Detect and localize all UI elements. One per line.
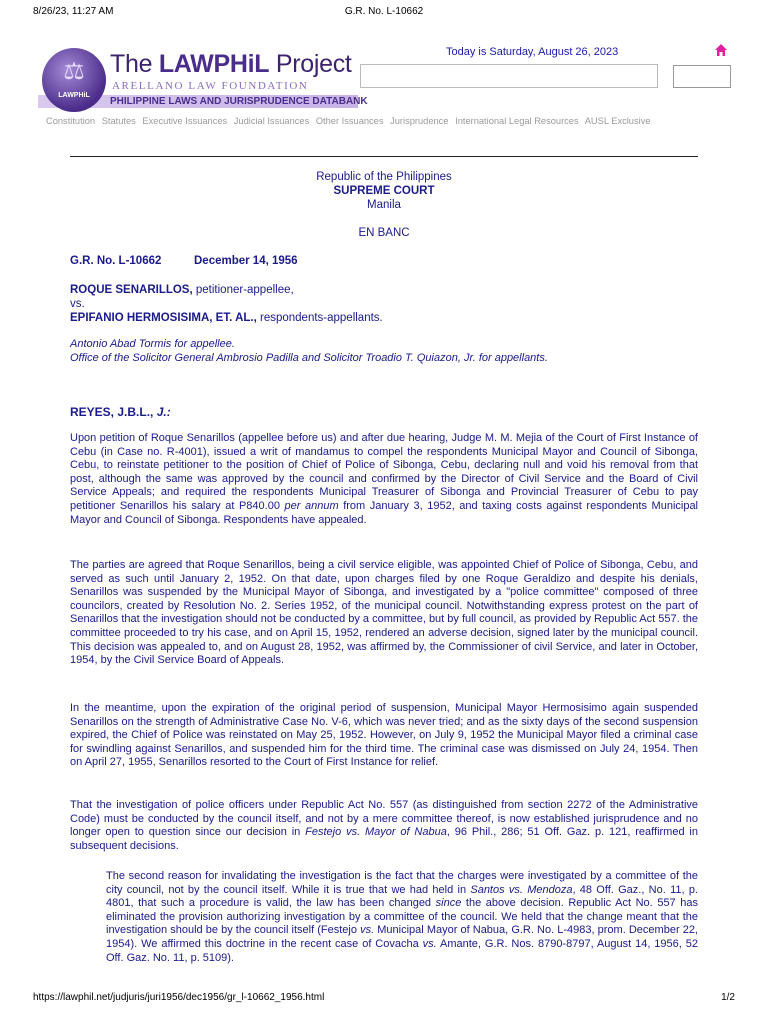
petitioner-name: ROQUE SENARILLOS, — [70, 284, 193, 296]
petitioner-role: petitioner-appellee, — [192, 284, 294, 296]
logo-emblem — [42, 48, 106, 112]
search-button[interactable] — [673, 65, 731, 88]
court-name: SUPREME COURT — [333, 185, 435, 197]
paragraph-1: Upon petition of Roque Senarillos (appellee before us) and after due hearing, Judge M. M. Mejia of the Court of First Instance of Cebu (in Case no. R-4001), issued a writ of mandamus to compel the respondents Municipal Mayor and Council of Sibonga, Cebu, to reinstate petitioner to the position of Chief of Police of Sibonga, Cebu, declaring null and void his removal from that post, although the same was approved by the council and confirmed by the Director of Civil Service and the Board of Civil Service Appeals; and required the respondents Municipal Treasurer of Sibonga and Provincial Treasurer of Cebu to pay petitioner Senarillos his salary at P840.00 per annum from January 3, 1952, and taxing costs against respondents Municipal Mayor and Council of Sibonga. Respondents have appealed. — [70, 432, 699, 526]
header-divider — [70, 156, 698, 157]
ponente: REYES, J.B.L., J.: — [70, 405, 171, 419]
nav-item-ausl[interactable]: AUSL Exclusive — [584, 116, 651, 126]
counsel-appellee: Antonio Abad Tormis for appellee. — [70, 338, 235, 350]
versus: vs. — [70, 298, 85, 310]
nav-item-executive-issuances[interactable]: Executive Issuances — [142, 116, 228, 126]
counsel-appellants: Office of the Solicitor General Ambrosio Padilla and Solicitor Troadio T. Quiazon, Jr. for appellants. — [70, 351, 548, 364]
scales-of-justice-icon: ⚖ — [63, 58, 85, 85]
print-page-number: 1/2 — [721, 992, 735, 1003]
paragraph-3: In the meantime, upon the expiration of the original period of suspension, Municipal Mayor Hermosisimo again suspended Senarillos on the strength of Administrative Case No. V-6, which was never tried; and as the sixty days of the second suspension expired, the Chief of Police was reinstated on May 25, 1952. However, on July 9, 1952 the Municipal Mayor filed a criminal case for swindling against Senarillos, and suspended him for the third time. The criminal case was dismissed on July 24, 1954. Then on April 27, 1955, Senarillos resorted to the Court of First Instance for relief. — [70, 702, 698, 769]
site-logo[interactable] — [38, 42, 368, 114]
nav-item-constitution[interactable]: Constitution — [46, 116, 96, 126]
print-datetime: 8/26/23, 11:27 AM — [33, 6, 114, 17]
respondent-name: EPIFANIO HERMOSISIMA, ET. AL., — [70, 312, 257, 324]
case-date: December 14, 1956 — [194, 255, 298, 267]
print-title: G.R. No. L-10662 — [344, 6, 424, 17]
case-parties — [70, 283, 383, 325]
court-division: EN BANC — [358, 227, 410, 239]
respondent-role: respondents-appellants. — [256, 312, 383, 324]
site-subtitle: ARELLANO LAW FOUNDATION — [112, 80, 309, 92]
counsel — [70, 338, 548, 365]
block-quote: The second reason for invalidating the investigation is the fact that the charges were investigated by a committee of the city council, not by the council itself. While it is true that we had held in Santos vs. Mendoza, 48 Off. Gaz., No. 11, p. 4801, that such a procedure is valid, the law has been changed since the above decision. Republic Act No. 557 has eliminated the provision authorizing investigation by a committee of the council. We held that the change meant that the investigation should be by the council itself (Festejo vs. Municipal Mayor of Nabua, G.R. No. L-4983, prom. December 22, 1954). We affirmed this doctrine in the recent case of Covacha vs. Amante, G.R. Nos. 8790-8797, August 14, 1956, 52 Off. Gaz. No. 11, p. 5109). — [106, 870, 698, 964]
gr-number: G.R. No. L-10662 — [70, 255, 162, 267]
site-title: The LAWPHiL Project — [110, 50, 352, 78]
nav-item-judicial-issuances[interactable]: Judicial Issuances — [233, 116, 310, 126]
nav-item-international[interactable]: International Legal Resources — [455, 116, 579, 126]
home-icon[interactable] — [714, 43, 728, 57]
nav-item-jurisprudence[interactable]: Jurisprudence — [390, 116, 449, 126]
case-number — [70, 255, 298, 267]
logo-emblem-text: LAWPHiL — [58, 92, 90, 99]
nav-item-other-issuances[interactable]: Other Issuances — [315, 116, 384, 126]
paragraph-2: The parties are agreed that Roque Senarillos, being a civil service eligible, was appointed Chief of Police of Sibonga, Cebu, and served as such until January 2, 1952. On that date, upon charges filed by one Roque Geraldizo and despite his denials, Senarillos was suspended by the Municipal Mayor of Sibonga, and investigated by a "police committee" composed of three councilors, created by Resolution No. 2. Series 1952, of the municipal council. Notwithstanding express protest on the part of Senarillos that the investigation should not be conducted by a committee, but by full council, as provided by Republic Act 557. the committee proceeded to try his case, and on April 15, 1952, rendered an adverse decision, signed later by the municipal council. This decision was appealed to, and on August 28, 1952, was affirmed by, the Commissioner of civil Service, and later in October, 1954, by the Civil Service Board of Appeals. — [70, 559, 698, 667]
today-date: Today is Saturday, August 26, 2023 — [446, 46, 619, 58]
logo-band-text: PHILIPPINE LAWS AND JURISPRUDENCE DATABANK — [110, 96, 368, 107]
search-input[interactable] — [360, 64, 658, 88]
print-url: https://lawphil.net/judjuris/juri1956/dec1956/gr_l-10662_1956.html — [33, 992, 325, 1003]
main-nav — [46, 116, 655, 126]
court-republic: Republic of the Philippines — [316, 171, 452, 183]
paragraph-4: That the investigation of police officers under Republic Act No. 557 (as distinguished from section 2272 of the Administrative Code) must be conducted by the council itself, and not by a mere committee thereof, is now established jurisprudence and no longer open to question since our decision in Festejo vs. Mayor of Nabua, 96 Phil., 286; 51 Off. Gaz. p. 121, reaffirmed in subsequent decisions. — [70, 799, 698, 852]
court-location: Manila — [367, 199, 401, 211]
nav-item-statutes[interactable]: Statutes — [101, 116, 136, 126]
